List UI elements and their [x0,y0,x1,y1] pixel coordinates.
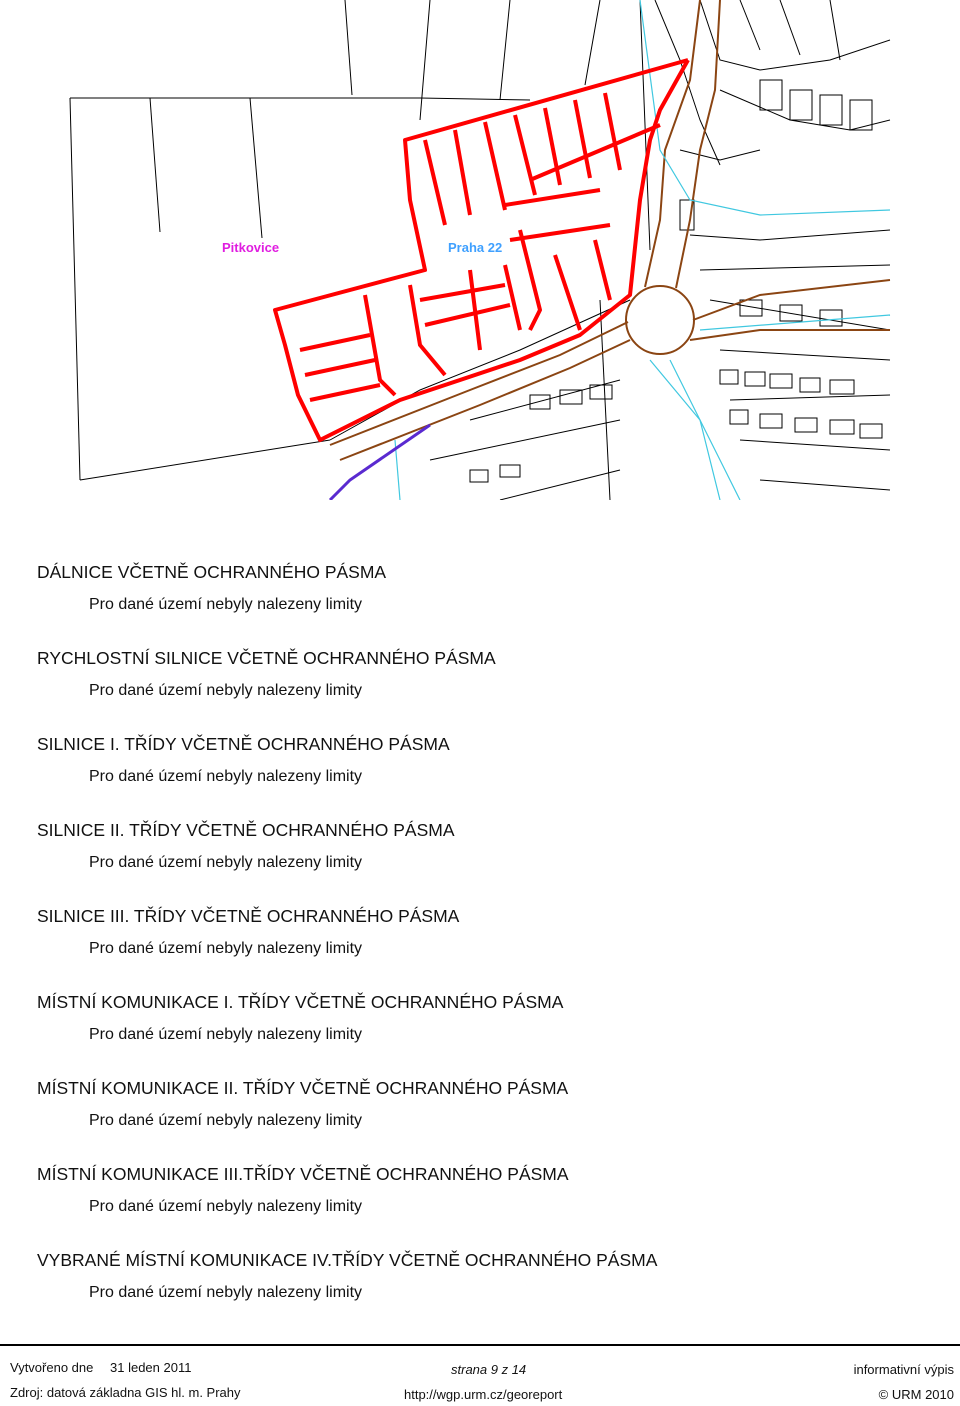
limit-section [37,562,937,648]
section-title: MÍSTNÍ KOMUNIKACE III.TŘÍDY VČETNĚ OCHRANNÉHO PÁSMA [37,1164,569,1184]
limit-section [37,1164,937,1250]
section-message: Pro dané území nebyly nalezeny limity [89,682,363,699]
page-footer [0,1344,960,1406]
section-message: Pro dané území nebyly nalezeny limity [89,596,363,613]
section-title: SILNICE II. TŘÍDY VČETNĚ OCHRANNÉHO PÁSMA [37,820,455,840]
limit-section [37,1078,937,1164]
map-label-pitkovice: Pitkovice [222,240,280,255]
section-title: DÁLNICE VČETNĚ OCHRANNÉHO PÁSMA [37,562,387,582]
section-title: MÍSTNÍ KOMUNIKACE II. TŘÍDY VČETNĚ OCHRANNÉHO PÁSMA [37,1078,569,1098]
limit-section [37,734,937,820]
section-title: SILNICE I. TŘÍDY VČETNĚ OCHRANNÉHO PÁSMA [37,734,450,754]
limit-section [37,820,937,906]
section-title: VYBRANÉ MÍSTNÍ KOMUNIKACE IV.TŘÍDY VČETNĚ OCHRANNÉHO PÁSMA [37,1250,658,1270]
limit-section [37,1250,937,1336]
created-label: Vytvořeno dne [10,1360,94,1375]
section-message: Pro dané území nebyly nalezeny limity [89,1026,363,1043]
section-message: Pro dané území nebyly nalezeny limity [89,854,363,871]
section-title: SILNICE III. TŘÍDY VČETNĚ OCHRANNÉHO PÁSMA [37,906,460,926]
section-title: RYCHLOSTNÍ SILNICE VČETNĚ OCHRANNÉHO PÁSMA [37,648,496,668]
map-label-praha: Praha 22 [448,240,503,255]
section-message: Pro dané území nebyly nalezeny limity [89,768,363,785]
data-source: Zdroj: datová základna GIS hl. m. Prahy [10,1385,241,1400]
section-message: Pro dané území nebyly nalezeny limity [89,940,363,957]
georeport-link[interactable]: http://wgp.urm.cz/georeport [404,1387,563,1402]
footer-divider [0,1344,960,1346]
created-date: 31 leden 2011 [110,1360,192,1375]
section-message: Pro dané území nebyly nalezeny limity [89,1284,363,1301]
section-message: Pro dané území nebyly nalezeny limity [89,1198,363,1215]
page-number: strana 9 z 14 [451,1362,527,1377]
section-message: Pro dané území nebyly nalezeny limity [89,1112,363,1129]
copyright: © URM 2010 [878,1387,954,1402]
report-type: informativní výpis [853,1362,954,1377]
limit-section [37,992,937,1078]
map-view [0,0,960,500]
section-title: MÍSTNÍ KOMUNIKACE I. TŘÍDY VČETNĚ OCHRANNÉHO PÁSMA [37,992,564,1012]
limit-section [37,648,937,734]
limits-list [37,562,937,1336]
limit-section [37,906,937,992]
